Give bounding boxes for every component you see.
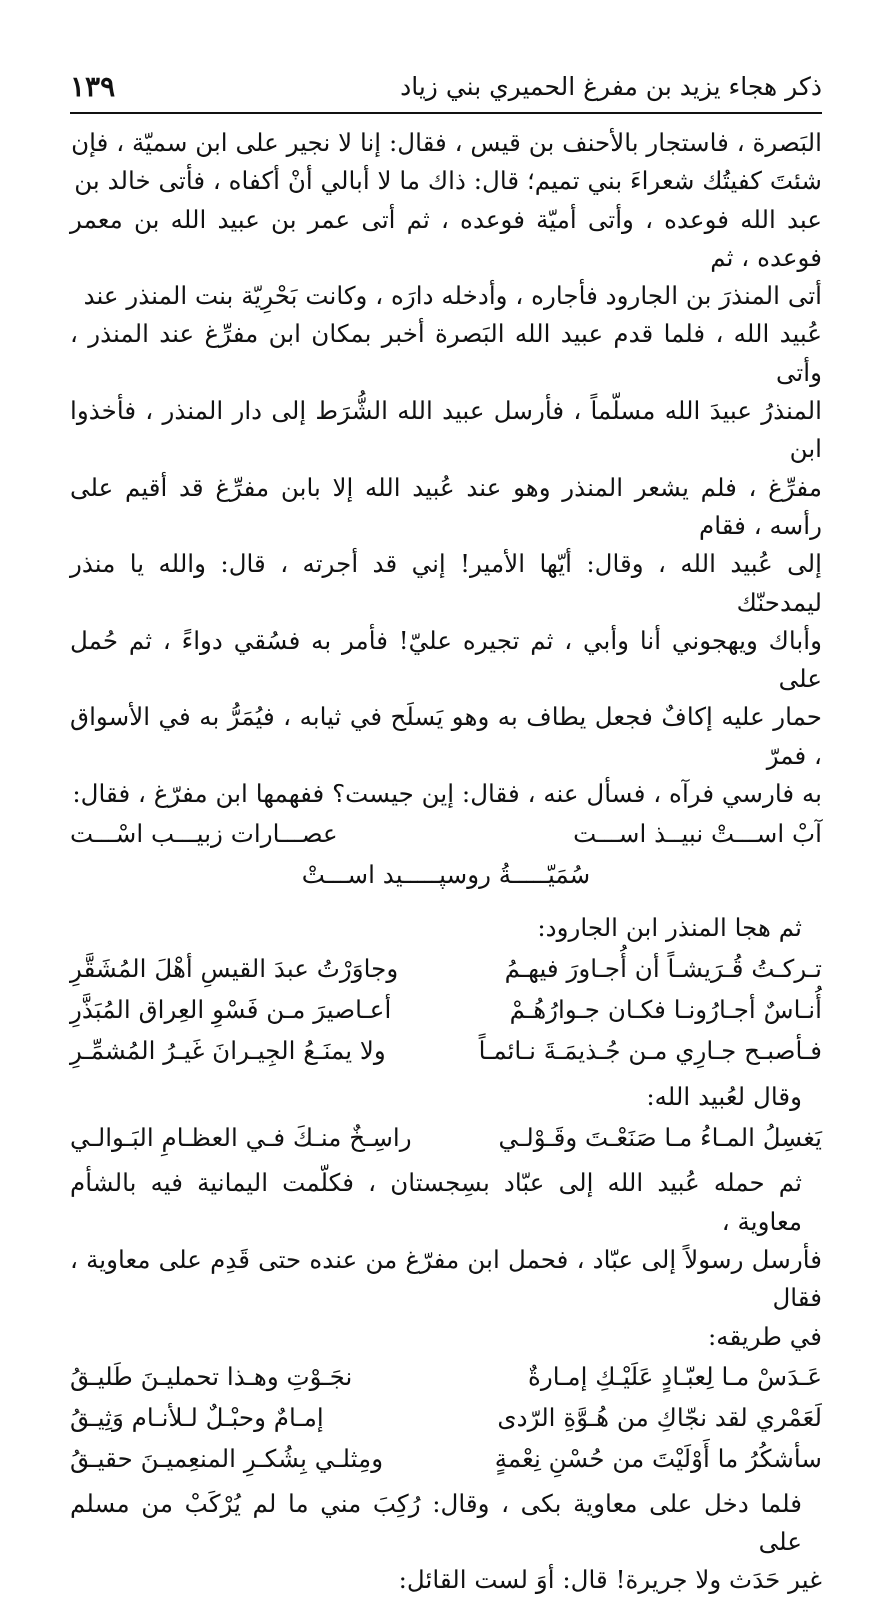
prose-line: فلما دخل على معاوية بكى ، وقال: رُكِبَ مني ما لم يُرْكَبْ من مسلم على — [70, 1488, 802, 1557]
prose-line: في طريقه: — [708, 1321, 822, 1351]
verse-line — [70, 1438, 822, 1479]
prose-block-3 — [70, 1485, 822, 1600]
verse-line — [70, 813, 822, 854]
page-number: ١٣٩ — [70, 69, 116, 103]
prose-line: به فارسي فرآه ، فسأل عنه ، فقال: إين جيست؟ ففهمها ابن مفرّغ ، فقال: — [72, 779, 822, 809]
prose-line: إلى عُبيد الله ، وقال: أيّها الأمير! إني قد أجرته ، قال: والله يا منذر ليمدحنّك — [70, 549, 822, 617]
prose-line: ثم حمله عُبيد الله إلى عبّاد بسِجستان ، فكلّمت اليمانية فيه بالشأم معاوية ، — [70, 1168, 802, 1236]
verse-second-hemistich: راسِـخٌ منـكَ فـي العظـامِ البَـوالـي — [70, 1123, 412, 1153]
prose-block-2 — [70, 1164, 822, 1355]
verse-line — [70, 1117, 822, 1158]
prose-line: حمار عليه إكافٌ فجعل يطاف به وهو يَسلَح في ثيابه ، فيُمَرُّ به في الأسواق ، فمرّ — [70, 702, 822, 770]
prose-line: مفرِّغ ، فلم يشعر المنذر وهو عند عُبيد الله إلا بابن مفرِّغ قد أقيم على رأسه ، فقام — [70, 472, 822, 540]
verse-line — [70, 1356, 822, 1397]
prose-line: وأباك ويهجوني أنا وأبي ، ثم تجيره عليّ! فأمر به فسُقي دواءً ، ثم حُمل على — [70, 625, 822, 694]
verse-intro: ثم هجا المنذر ابن الجارود: — [537, 913, 802, 943]
verse-line — [70, 989, 822, 1030]
verse-line — [70, 1397, 822, 1438]
verse-second-hemistich: أعـاصيرَ مـن فَسْوِ العِراق المُبَذَّرِ — [70, 995, 392, 1025]
prose-line: عبد الله فوعده ، وأتى أميّة فوعده ، ثم أتى عمر بن عبيد الله بن معمر فوعده ، ثم — [70, 204, 822, 272]
prose-line: شئتَ كفيتُك شعراءَ بني تميم؛ قال: ذاك ما لا أبالي أنْ أكفاه ، فأتى خالد بن — [74, 166, 822, 196]
prose-line: البَصرة ، فاستجار بالأحنف بن قيس ، فقال: إنا لا نجير على ابن سميّة ، فإن — [71, 128, 822, 157]
verse-intro: وقال لعُبيد الله: — [646, 1082, 802, 1112]
prose-line: عُبيد الله ، فلما قدم عبيد الله البَصرة أخبر بمكان ابن مفرِّغ عند المنذر ، وأتى — [70, 319, 822, 387]
book-page — [70, 60, 822, 1595]
verse-first-hemistich: يَغسِلُ المـاءُ مـا صَنَعْـتَ وقَـوْلـي — [498, 1123, 822, 1153]
verse-first-hemistich: تـركـتُ قُـرَيشـاً أن أُجـاورَ فيهـمُ — [504, 954, 822, 984]
verse-second-hemistich: نجَـوْتِ وهـذا تحمليـنَ طَليـقُ — [70, 1361, 353, 1391]
prose-block-1 — [70, 124, 822, 813]
verse-centered-line: سُمَيّـــــةُ روسپـــــيد اســـتْ — [301, 860, 591, 890]
verse-first-hemistich: أُنـاسٌ أجـارُونـا فكـان جـوارُهُـمْ — [509, 995, 822, 1025]
verse-second-hemistich: ولا يمنَـعُ الجِيـرانَ غَيـرُ المُشمِّـرِ — [70, 1036, 386, 1066]
running-title: ذكر هجاء يزيد بن مفرغ الحميري بني زياد — [400, 71, 822, 101]
page-body — [70, 124, 822, 1600]
verse-first-hemistich: عَـدَسْ مـا لِعبّـادٍ عَلَيْـكِ إمـارةٌ — [527, 1361, 822, 1391]
verse-second-hemistich: وجاوَرْتُ عبدَ القيسِ أهْلَ المُشَقَّرِ — [70, 954, 399, 984]
verse-second-hemistich: إمـامٌ وحبْـلٌ لـلأنـام وَثِيـقُ — [70, 1402, 324, 1432]
verse-second-hemistich: عصـــارات زبيـــب اسْـــت — [70, 819, 338, 849]
prose-line: غير حَدَث ولا جريرة! قال: أوَ لست القائل: — [398, 1565, 822, 1595]
verse-first-hemistich: لَعَمْري لقد نجّاكِ من هُـوَّةِ الرّدى — [497, 1402, 822, 1432]
prose-line: أتى المنذرَ بن الجارود فأجاره ، وأدخله دارَه ، وكانت بَحْرِيّة بنت المنذر عند — [83, 281, 822, 311]
verse-line — [70, 1030, 822, 1071]
verse-first-hemistich: آبْ اســـتْ نبيــذ اســـت — [573, 819, 822, 849]
prose-line: المنذرُ عبيدَ الله مسلّماً ، فأرسل عبيد الله الشُّرَط إلى دار المنذر ، فأخذوا ابن — [70, 396, 822, 464]
verse-first-hemistich: فـأصبـح جـارِي مـن جُـذيمَـةَ نـائمـاً — [478, 1036, 822, 1066]
prose-line: فأرسل رسولاً إلى عبّاد ، فحمل ابن مفرّغ من عنده حتى قَدِم على معاوية ، فقال — [70, 1244, 822, 1313]
verse-first-hemistich: سأشكُرُ ما أَوْلَيْتَ من حُسْنِ نِعْمةٍ — [494, 1443, 822, 1473]
verse-line — [70, 948, 822, 989]
page-header — [70, 60, 822, 114]
verse-second-hemistich: ومِثلـي بِشُكـرِ المنعِميـنَ حقيـقُ — [70, 1443, 384, 1473]
